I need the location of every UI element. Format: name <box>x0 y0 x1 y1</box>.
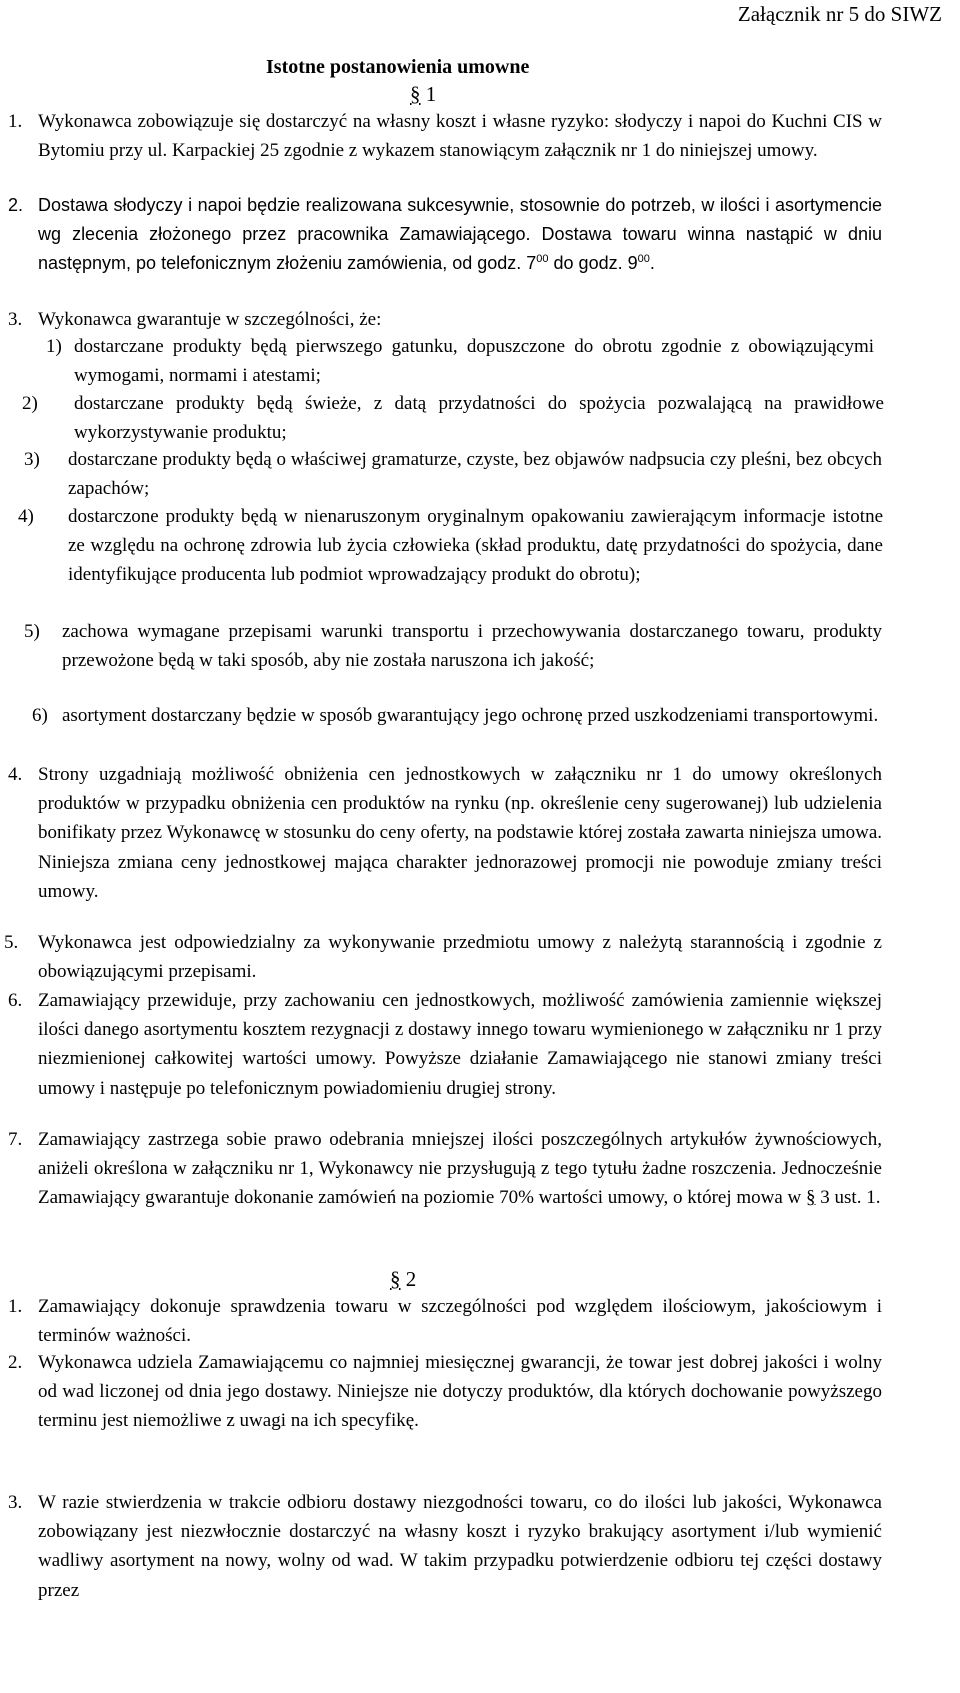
s1-item-7 <box>0 1125 960 1213</box>
item-text: Dostawa słodyczy i napoi będzie realizowana sukcesywnie, stosownie do potrzeb, w ilości i asortymencie wg zlecenia złożonego przez pracownika Zamawiającego. Dostawa towaru winna nastąpić w dniu następnym, po telefonicznym złożeniu zamówienia, od godz. 7 <box>38 195 882 274</box>
item-text: Wykonawca jest odpowiedzialny za wykonywanie przedmiotu umowy z należytą starannością i zgodnie z obowiązującymi przepisami. <box>38 932 882 983</box>
item-text: Wykonawca udziela Zamawiającemu co najmniej miesięcznej gwarancji, że towar jest dobrej jakości i wolny od wad liczonej od dnia jego dostawy. Niniejsze nie dotyczy produktów, dla których dochowanie powyższego terminu jest niemożliwe z uwagi na ich specyfikę. <box>38 1352 882 1432</box>
subitem-text: dostarczane produkty będą świeże, z datą przydatności do spożycia pozwalającą na prawidłowe wykorzystywanie produktu; <box>74 393 884 444</box>
s1-item-6 <box>0 986 960 1103</box>
attachment-label: Załącznik nr 5 do SIWZ <box>737 2 942 26</box>
subitem-text: zachowa wymagane przepisami warunki transportu i przechowywania dostarczanego towaru, produkty przewożone będą w taki sposób, aby nie została naruszona ich jakość; <box>62 621 882 672</box>
subitem-text: asortyment dostarczany będzie w sposób gwarantujący jego ochronę przed uszkodzeniami transportowymi. <box>62 705 879 726</box>
section-heading-2 <box>390 1265 416 1293</box>
s1-subitem-1 <box>0 332 960 390</box>
item-number: 3. <box>8 309 23 330</box>
paragraph-sign: § <box>410 82 421 106</box>
s2-item-1 <box>0 1292 960 1350</box>
item-number: 2. <box>8 195 24 215</box>
item-text: Zamawiający dokonuje sprawdzenia towaru w szczególności pod względem ilościowym, jakościowym i terminów ważności. <box>38 1296 882 1347</box>
time-superscript: 00 <box>536 253 549 266</box>
s1-subitem-2 <box>0 389 960 447</box>
item-number: 1. <box>8 1296 23 1317</box>
s2-item-3 <box>0 1488 960 1605</box>
document-title: Istotne postanowienia umowne <box>266 56 530 78</box>
section-number: 1 <box>425 82 437 106</box>
subitem-text: dostarczone produkty będą w nienaruszonym oryginalnym opakowaniu zawierającym informacje istotne ze względu na ochronę zdrowia lub życia człowieka (skład produktu, datę przydatności do spożycia, dane identyfikujące producenta lub podmiot wprowadzający produkt do obrotu); <box>68 506 883 586</box>
item-text-cont: do godz. 9 <box>548 253 638 274</box>
s1-item-3 <box>0 305 960 334</box>
subitem-number: 6) <box>32 705 48 726</box>
s1-item-4 <box>0 760 960 906</box>
item-text: Wykonawca gwarantuje w szczególności, że: <box>38 309 382 330</box>
subitem-number: 5) <box>24 621 40 642</box>
subitem-number: 3) <box>24 449 40 470</box>
subitem-number: 1) <box>46 336 62 357</box>
item-text: W razie stwierdzenia w trakcie odbioru dostawy niezgodności towaru, co do ilości lub jakości, Wykonawca zobowiązany jest niezwłocznie dostarczyć na własny koszt i ryzyko brakujący asortyment i/lub wymienić wadliwy asortyment na nowy, wolny od wad. W takim przypadku potwierdzenie odbioru tej części dostawy przez <box>38 1492 882 1601</box>
item-text: Zamawiający zastrzega sobie prawo odebrania mniejszej ilości poszczególnych artykułów żywnościowych, aniżeli określona w załączniku nr 1, Wykonawcy nie przysługują z tego tytułu żadne roszczenia. Jednocześnie Zamawiający gwarantuje dokonanie zamówień na poziomie 70% wartości umowy, o której mowa w <box>38 1129 882 1209</box>
item-number: 2. <box>8 1352 23 1373</box>
s1-item-2 <box>0 191 960 279</box>
time-superscript: 00 <box>637 253 650 266</box>
paragraph-sign: § <box>806 1187 816 1209</box>
s1-item-1 <box>0 107 960 165</box>
subitem-number: 2) <box>22 393 38 414</box>
section-heading-1 <box>410 80 436 108</box>
subitem-text: dostarczane produkty będą pierwszego gatunku, dopuszczone do obrotu zgodnie z obowiązującymi wymogami, normami i atestami; <box>74 336 874 387</box>
item-number: 3. <box>8 1492 23 1513</box>
item-text: Zamawiający przewiduje, przy zachowaniu cen jednostkowych, możliwość zamówienia zamiennie większej ilości danego asortymentu kosztem rezygnacji z dostawy innego towaru wymienionego w załączniku nr 1 przy niezmienionej całkowitej wartości umowy. Powyższe działanie Zamawiającego nie stanowi zmiany treści umowy i następuje po telefonicznym powiadomieniu drugiej strony. <box>38 990 882 1099</box>
section-number: 2 <box>405 1267 417 1291</box>
s2-item-2 <box>0 1348 960 1436</box>
item-text: Wykonawca zobowiązuje się dostarczyć na własny koszt i własne ryzyko: słodyczy i napoi do Kuchni CIS w Bytomiu przy ul. Karpackiej 25 zgodnie z wykazem stanowiącym załącznik nr 1 do niniejszej umowy. <box>38 111 882 162</box>
s1-subitem-3 <box>0 445 960 503</box>
item-number: 1. <box>8 111 23 132</box>
item-text-end: 3 ust. 1. <box>815 1187 881 1209</box>
item-number: 5. <box>4 932 19 953</box>
s1-subitem-4 <box>0 502 960 590</box>
item-text: Strony uzgadniają możliwość obniżenia cen jednostkowych w załączniku nr 1 do umowy określonych produktów w przypadku obniżenia cen produktów na rynku (np. określenie ceny sugerowanej) lub udzielenia bonifikaty przez Wykonawcę w stosunku do ceny oferty, na podstawie której została zawarta niniejsza umowa. Niniejsza zmiana ceny jednostkowej mająca charakter jednorazowej promocji nie powoduje zmiany treści umowy. <box>38 764 882 902</box>
subitem-text: dostarczane produkty będą o właściwej gramaturze, czyste, bez objawów nadpsucia czy pleśni, bez obcych zapachów; <box>68 449 882 500</box>
s1-subitem-5 <box>0 617 960 675</box>
item-number: 6. <box>8 990 23 1011</box>
subitem-number: 4) <box>18 506 34 527</box>
s1-subitem-6 <box>0 701 960 730</box>
paragraph-sign: § <box>390 1267 401 1291</box>
item-number: 4. <box>8 764 23 785</box>
item-text-end: . <box>649 253 655 274</box>
item-number: 7. <box>8 1129 23 1150</box>
s1-item-5 <box>0 928 960 986</box>
